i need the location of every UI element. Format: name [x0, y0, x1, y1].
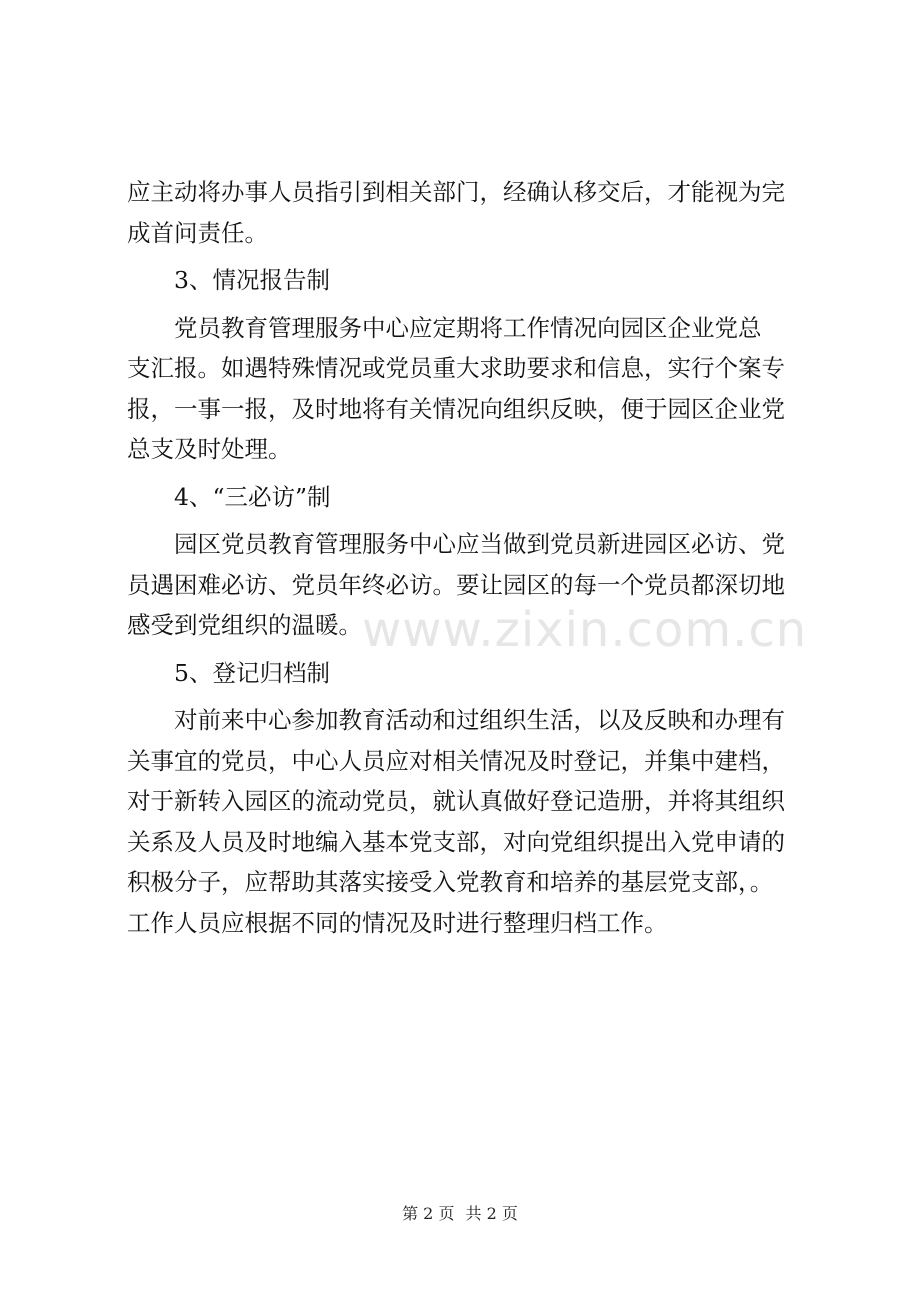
paragraph — [127, 524, 803, 646]
paragraph — [127, 477, 803, 518]
text-line: 3、情况报告制 — [174, 266, 330, 294]
text-line: 应主动将办事人员指引到相关部门，经确认移交后，才能视为完 — [127, 178, 785, 206]
paragraph — [127, 700, 803, 943]
text-line: 成首问责任。 — [127, 218, 268, 247]
paragraph — [127, 260, 803, 301]
page-footer — [0, 1201, 920, 1224]
page-number: 第 2 页 — [402, 1204, 455, 1223]
text-line: 关事宜的党员，中心人员应对相关情况及时登记，并集中建档， — [127, 746, 785, 775]
text-line: 积极分子，应帮助其落实接受入党教育和培养的基层党支部，。 — [127, 868, 774, 896]
text-line: 园区党员教育管理服务中心应当做到党员新进园区必访、党 — [174, 530, 785, 558]
paragraph — [127, 308, 803, 470]
watermark: www.zixin.com.cn — [362, 602, 808, 658]
text-line: 对前来中心参加教育活动和过组织生活，以及反映和办理有 — [174, 706, 785, 734]
document-body — [127, 172, 803, 950]
text-line: 4、“三必访”制 — [174, 482, 331, 511]
paragraph — [127, 653, 803, 694]
text-line: 5、登记归档制 — [174, 658, 330, 687]
text-line: 总支及时处理。 — [127, 435, 292, 463]
text-line: 员遇困难必访、党员年终必访。要让园区的每一个党员都深切地 — [127, 570, 785, 599]
page-total: 共 2 页 — [465, 1204, 518, 1223]
text-line: 报，一事一报，及时地将有关情况向组织反映，便于园区企业党 — [127, 394, 785, 423]
text-line: 感受到党组织的温暖。 — [127, 611, 362, 639]
text-line: 支汇报。如遇特殊情况或党员重大求助要求和信息，实行个案专 — [127, 354, 785, 382]
text-line: 关系及人员及时地编入基本党支部，对向党组织提出入党申请的 — [127, 827, 785, 856]
text-line: 对于新转入园区的流动党员，就认真做好登记造册，并将其组织 — [127, 787, 785, 815]
text-line: 党员教育管理服务中心应定期将工作情况向园区企业党总 — [174, 313, 762, 342]
text-line: 工作人员应根据不同的情况及时进行整理归档工作。 — [127, 908, 668, 937]
paragraph — [127, 172, 803, 253]
